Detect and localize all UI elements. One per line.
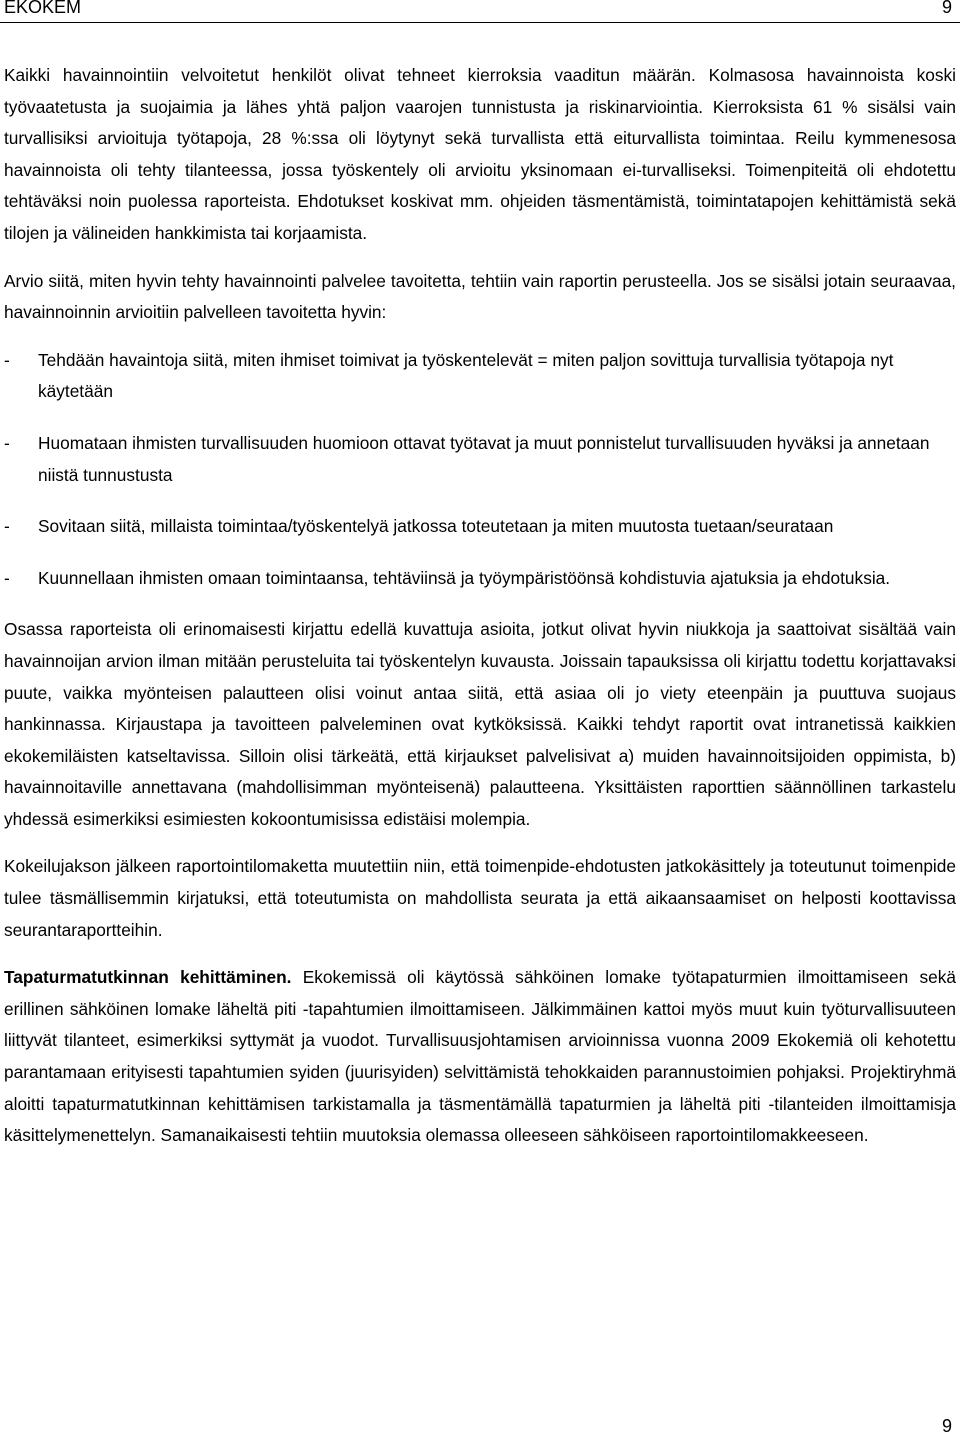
list-dash: - <box>4 349 10 370</box>
list-item-text: Huomataan ihmisten turvallisuuden huomioon ottavat työtavat ja muut ponnistelut turvallisuuden hyväksi ja annetaan niistä tunnustusta <box>38 432 930 485</box>
list-item <box>4 428 956 491</box>
list-item <box>4 563 956 595</box>
list-dash: - <box>4 567 10 588</box>
criteria-list <box>4 345 956 595</box>
paragraph-form-changes: Kokeilujakson jälkeen raportointilomaketta muutettiin niin, että toimenpide-ehdotusten jatkokäsittely ja toteutunut toimenpide tulee täsmällisemmin kirjatuksi, että toteutumista on mahdollista seurata ja että aikaansaamiset on helposti koottavissa seurantaraportteihin. <box>4 856 956 940</box>
list-item-text: Sovitaan siitä, millaista toimintaa/työskentelyä jatkossa toteutetaan ja miten muutosta tuetaan/seurataan <box>38 516 834 537</box>
footer-page-number: 9 <box>941 1416 952 1436</box>
paragraph-accident-investigation <box>4 962 956 1152</box>
list-item <box>4 345 956 408</box>
section-lead-heading: Tapaturmatutkinnan kehittäminen. <box>4 967 292 988</box>
section-lead-body: Ekokemissä oli käytössä sähköinen lomake työtapaturmien ilmoittamiseen sekä erillinen sähköinen lomake läheltä piti -tapahtumien ilmoittamiseen. Jälkimmäinen kattoi myös muut kuin työturvallisuuteen liittyvät tilanteet, esimerkiksi syttymät ja vuodot. Turvallisuusjohtamisen arvioinnissa vuonna 2009 Ekokemiä oli kehotettu parantamaan erityisesti tapahtumien syiden (juurisyiden) selvittämistä tehokkaiden parannustoimien pohjaksi. Projektiryhmä aloitti tapaturmatutkinnan kehittämisen tarkistamalla ja täsmentämällä tapaturmien ja läheltä piti -tilanteiden ilmoittamisja käsittelymenettelyn. Samanaikaisesti tehtiin muutoksia olemassa olleeseen sähköiseen raportointilomakkeeseen. <box>4 967 957 1146</box>
list-item <box>4 511 956 543</box>
paragraph-evaluation-criteria: Arvio siitä, miten hyvin tehty havainnointi palvelee tavoitetta, tehtiin vain raportin perusteella. Jos se sisälsi jotain seuraavaa, havainnoinnin arvioitiin palvelleen tavoitetta hyvin: <box>4 270 956 323</box>
list-item-text: Kuunnellaan ihmisten omaan toimintaansa, tehtäviinsä ja työympäristöönsä kohdistuvia ajatuksia ja ehdotuksia. <box>38 567 891 588</box>
list-dash: - <box>4 516 10 537</box>
paragraph-report-quality: Osassa raporteista oli erinomaisesti kirjattu edellä kuvattuja asioita, jotkut olivat hyvin niukkoja ja saattoivat sisältää vain havainnoijan arvion ilman mitään perusteluita tai työskentelyn kuvausta. Joissain tapauksissa oli kirjattu todettu korjattavaksi puute, vaikka myönteisen palautteen olisi voinut antaa siitä, että asiaa oli jo viety eteenpäin ja puuttuva suojaus hankinnassa. Kirjaustapa ja tavoitteen palveleminen ovat kytköksissä. Kaikki tehdyt raportit ovat intranetissä kaikkien ekokemiläisten katseltavissa. Silloin olisi tärkeätä, että kirjaukset palvelisivat a) muiden havainnoitsijoiden oppimista, b) havainnoitaville annettavana (mahdollisimman myönteisenä) palautteena. Yksittäisten raporttien säännöllinen tarkastelu yhdessä esimerkiksi esimiesten kokoontumisissa edistäisi molempia. <box>4 619 956 829</box>
list-dash: - <box>4 432 10 453</box>
list-item-text: Tehdään havaintoja siitä, miten ihmiset toimivat ja työskentelevät = miten paljon sovittuja turvallisia työtapoja nyt käytetään <box>38 349 894 402</box>
header-title: EKOKEM <box>4 0 82 17</box>
running-header <box>0 0 960 23</box>
paragraph-observation-results: Kaikki havainnointiin velvoitetut henkilöt olivat tehneet kierroksia vaaditun määrän. Kolmasosa havainnoista koski työvaatetusta ja suojaimia ja lähes yhtä paljon vaarojen tunnistusta ja riskinarviointia. Kierroksista 61 % sisälsi vain turvallisiksi arvioituja työtapoja, 28 %:ssa oli löytynyt sekä turvallista että eiturvallista toimintaa. Reilu kymmenesosa havainnoista oli tehty tilanteessa, jossa työskentely oli arvioitu yksinomaan ei-turvalliseksi. Toimenpiteitä oli ehdotettu tehtäväksi noin puolessa raporteista. Ehdotukset koskivat mm. ohjeiden täsmentämistä, toimintatapojen kehittämistä sekä tilojen ja välineiden hankkimista tai korjaamista. <box>4 65 956 243</box>
body-text <box>4 60 956 1152</box>
header-page-number: 9 <box>941 0 952 17</box>
